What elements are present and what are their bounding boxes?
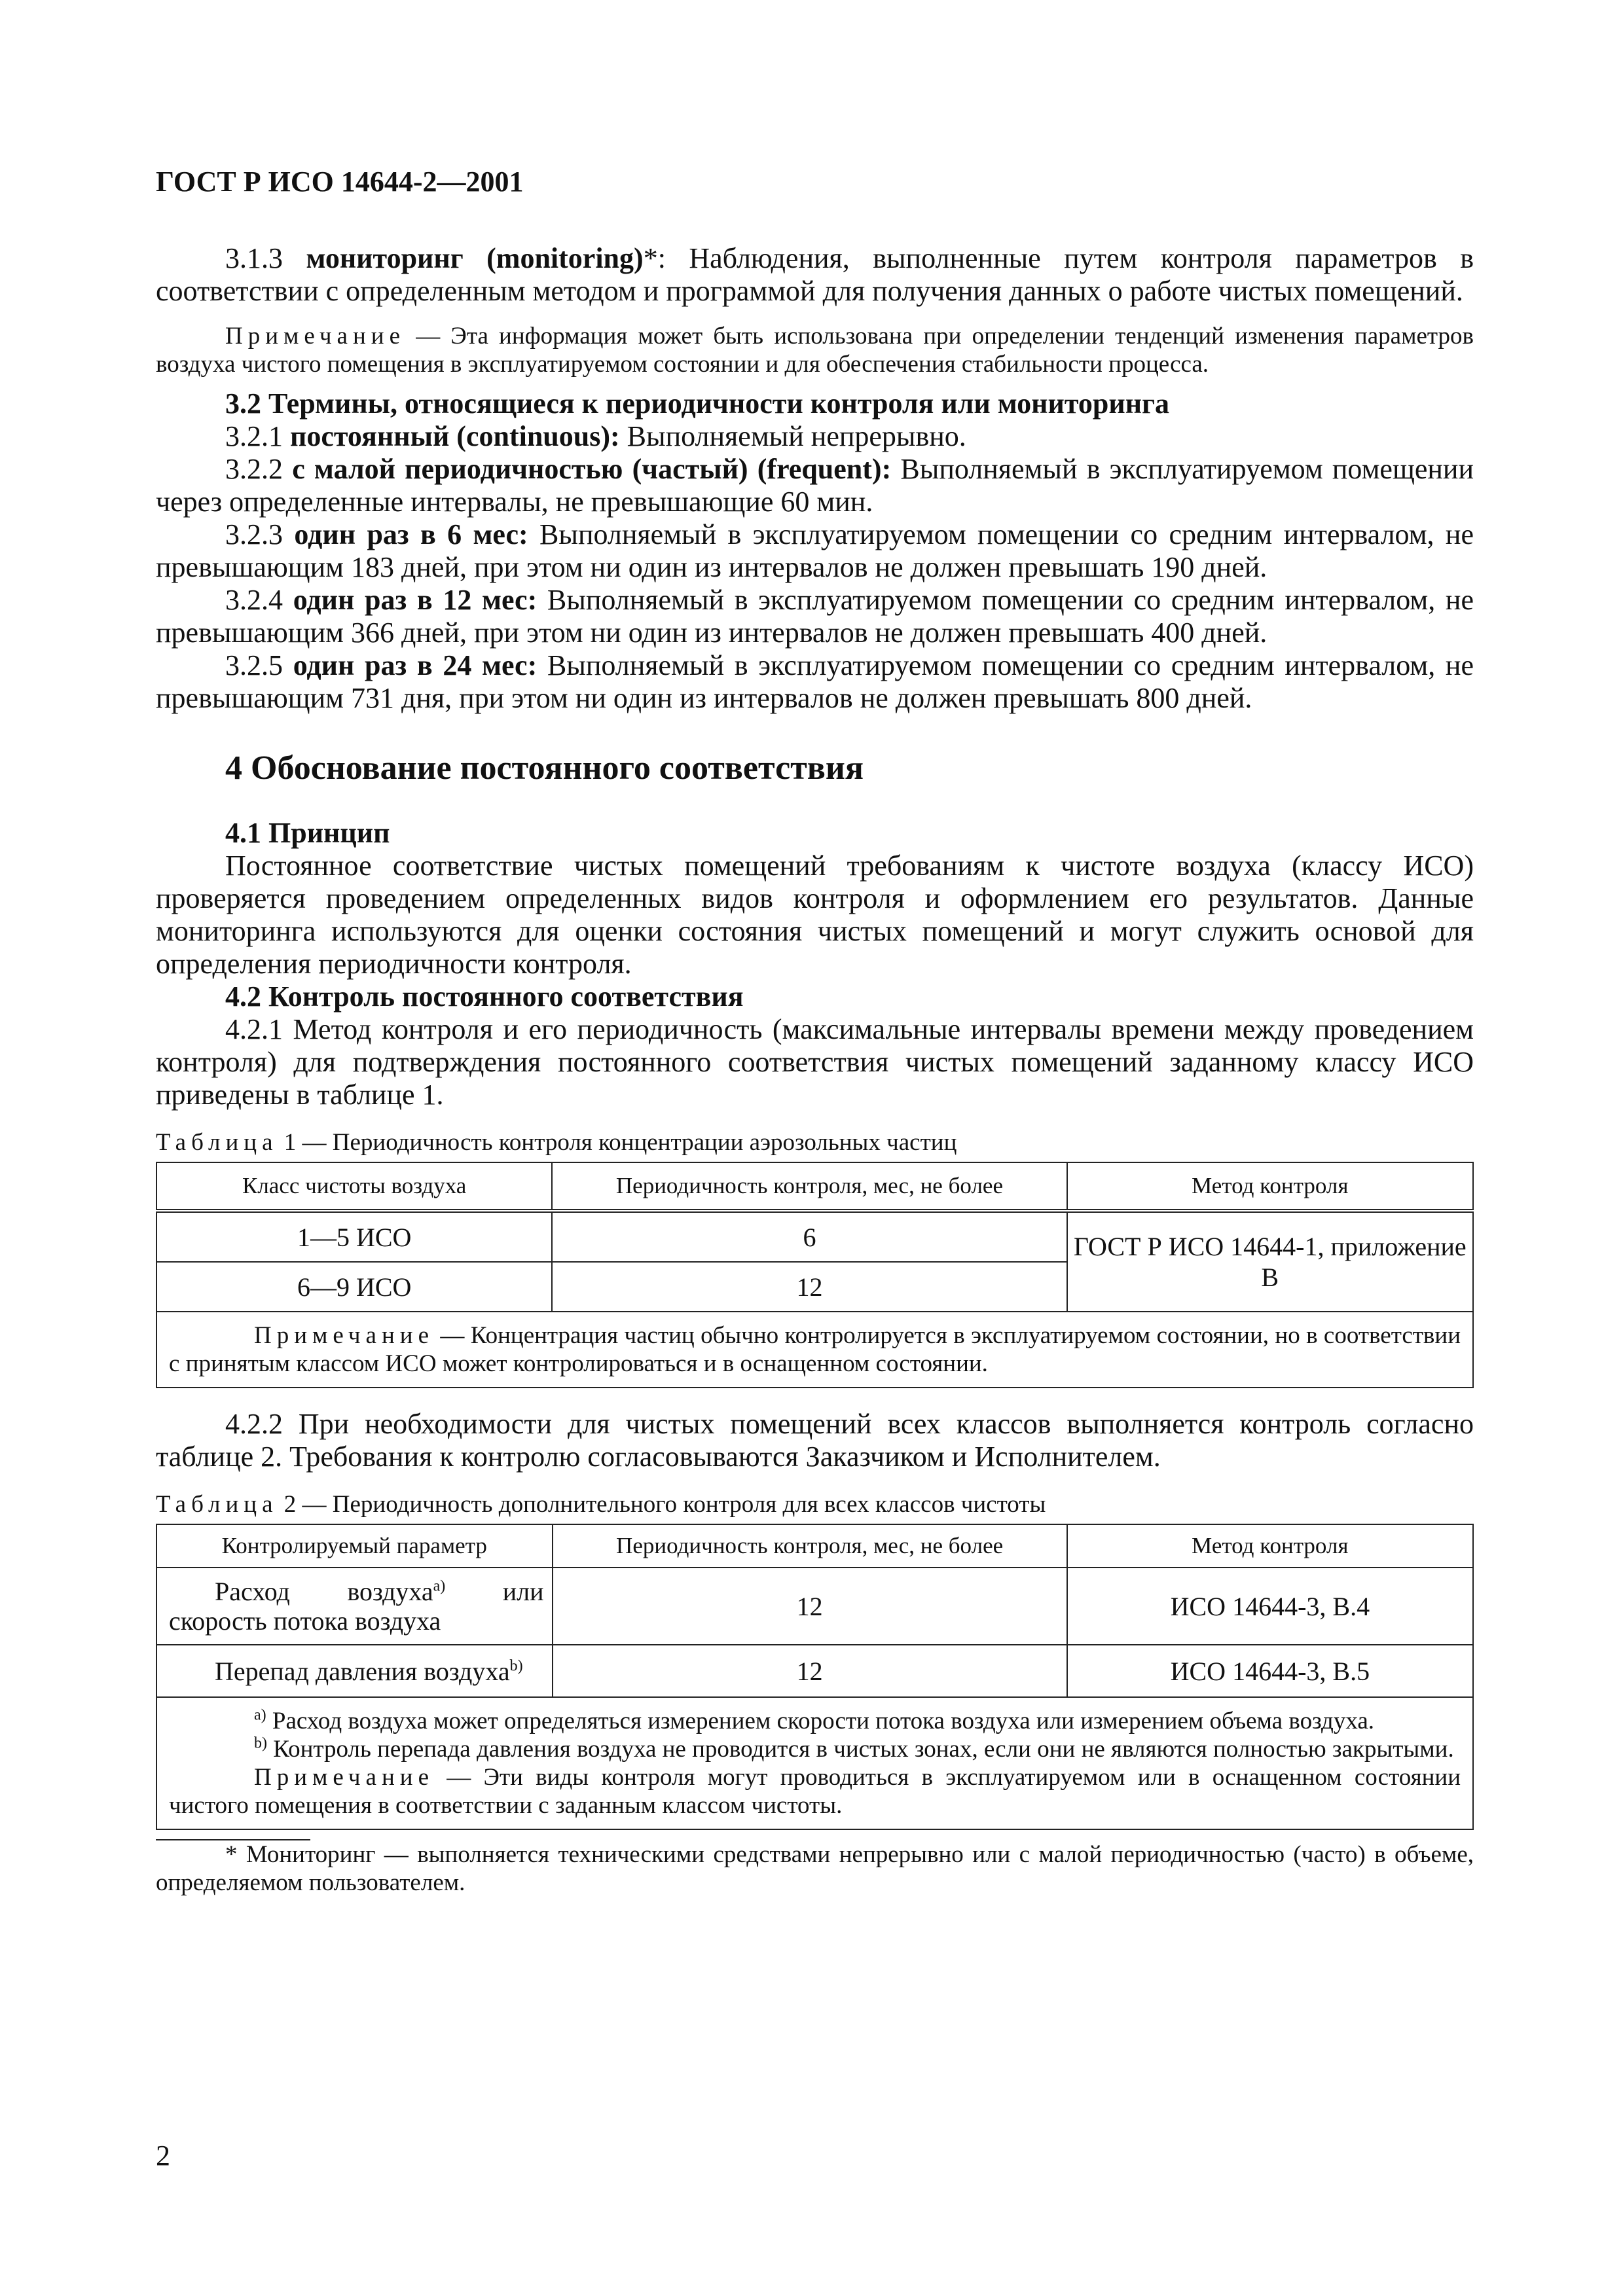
table-notes	[156, 1697, 1473, 1829]
column-header: Периодичность контроля, мес, не более	[552, 1162, 1067, 1211]
note-monitoring	[156, 322, 1474, 378]
column-header: Контролируемый параметр	[156, 1524, 553, 1568]
table-cell: ИСО 14644-3, В.5	[1067, 1645, 1473, 1697]
paragraph-3-2-5	[156, 649, 1474, 715]
table-note	[156, 1312, 1473, 1388]
column-header: Класс чистоты воздуха	[156, 1162, 552, 1211]
paragraph-4-2-2: 4.2.2 При необходимости для чистых помещений всех классов выполняется контроль согласно таблице 2. Требования к контролю согласовываются Заказчиком и Исполнителем.	[156, 1408, 1474, 1473]
definition: Выполняемый в эксплуатируемом помещении через определенные интервалы, не превышающие 60 мин.	[156, 453, 1474, 518]
column-header: Метод контроля	[1067, 1524, 1473, 1568]
paragraph-4-2-1: 4.2.1 Метод контроля и его периодичность (максимальные интервалы времени между проведением контроля) для подтверждения постоянного соответствия чистых помещений заданному классу ИСО приведены в таблице 1.	[156, 1013, 1474, 1111]
table-1	[156, 1162, 1474, 1388]
table-cell: 12	[552, 1262, 1067, 1312]
definition: Выполняемый непрерывно.	[619, 420, 966, 452]
heading-4-1: 4.1 Принцип	[225, 817, 390, 849]
table-header-row	[156, 1162, 1473, 1211]
table-cell: 12	[553, 1568, 1067, 1645]
column-header: Метод контроля	[1067, 1162, 1473, 1211]
document-header: ГОСТ Р ИСО 14644-2—2001	[156, 166, 524, 198]
table-cell: 12	[553, 1645, 1067, 1697]
clause-number: 3.2.4	[225, 584, 293, 616]
param-text: Перепад давления воздуха	[215, 1656, 510, 1686]
footnote-text: Контроль перепада давления воздуха не проводится в чистых зонах, если они не являются полностью закрытыми.	[267, 1736, 1454, 1763]
term: мониторинг (monitoring)	[306, 242, 644, 274]
table-caption-text: 2 — Периодичность дополнительного контроля для всех классов чистоты	[278, 1491, 1046, 1518]
page-number: 2	[156, 2140, 170, 2172]
footnote-text: Расход воздуха может определяться измерением скорости потока воздуха или измерением объема воздуха.	[266, 1708, 1375, 1734]
note-label: Примечание	[254, 1764, 434, 1791]
term: один раз в 24 мес:	[293, 649, 538, 681]
table-row	[156, 1568, 1473, 1645]
table-row	[156, 1211, 1473, 1262]
note-label: Примечание	[225, 323, 405, 350]
note-label: Примечание	[254, 1322, 434, 1349]
term: один раз в 12 мес:	[293, 584, 538, 616]
table-label: Таблица	[156, 1491, 278, 1518]
clause-number: 3.2.2	[225, 453, 293, 485]
param-text: Расход воздуха	[215, 1577, 433, 1606]
definition: Выполняемый в эксплуатируемом помещении со средним интервалом, не превышающим 183 дней, при этом ни один из интервалов не должен превышать 190 дней.	[156, 518, 1474, 583]
note-text: — Концентрация частиц обычно контролируется в эксплуатируемом состоянии, но в соответствии с принятым классом ИСО может контролироваться и в оснащенном состоянии.	[169, 1322, 1461, 1377]
table-note	[169, 1763, 1461, 1820]
clause-number: 3.1.3	[225, 242, 306, 274]
paragraph-3-2-2	[156, 453, 1474, 518]
table-cell: 6—9 ИСО	[156, 1262, 552, 1312]
table-caption-text: 1 — Периодичность контроля концентрации аэрозольных частиц	[278, 1129, 957, 1156]
paragraph-4-1: Постоянное соответствие чистых помещений требованиям к чистоте воздуха (классу ИСО) проверяется проведением определенных видов контроля и оформлением его результатов. Данные мониторинга используются для оценки состояния чистых помещений и могут служить основой для определения периодичности контроля.	[156, 850, 1474, 980]
note-text: — Эта информация может быть использована при определении тенденций изменения параметров воздуха чистого помещения в эксплуатируемом состоянии и для обеспечения стабильности процесса.	[156, 323, 1474, 378]
note-text: — Эти виды контроля могут проводиться в эксплуатируемом или в оснащенном состоянии чистого помещения в соответствии с заданным классом чистоты.	[169, 1764, 1461, 1819]
paragraph-3-2-3	[156, 518, 1474, 584]
table-cell: 1—5 ИСО	[156, 1211, 552, 1262]
table-row	[156, 1645, 1473, 1697]
column-header: Периодичность контроля, мес, не более	[553, 1524, 1067, 1568]
table-cell-param	[156, 1568, 553, 1645]
paragraph-3-2-4	[156, 584, 1474, 649]
footnote-mark: b)	[509, 1657, 523, 1675]
footnote-mark: а)	[254, 1706, 266, 1724]
table-cell: ИСО 14644-3, В.4	[1067, 1568, 1473, 1645]
term: один раз в 6 мес:	[294, 518, 528, 550]
clause-number: 3.2.5	[225, 649, 293, 681]
definition: *: Наблюдения, выполненные путем контроля параметров в соответствии с определенным методом и программой для получения данных о работе чистых помещений.	[156, 242, 1474, 307]
table-cell-method: ГОСТ Р ИСО 14644-1, приложение В	[1067, 1211, 1473, 1312]
table-footnote-a	[169, 1707, 1461, 1735]
table-note-row	[156, 1312, 1473, 1388]
table-cell: 6	[552, 1211, 1067, 1262]
heading-3-2: 3.2 Термины, относящиеся к периодичности контроля или мониторинга	[225, 387, 1170, 420]
paragraph-3-1-3	[156, 242, 1474, 308]
heading-4-2: 4.2 Контроль постоянного соответствия	[225, 980, 744, 1013]
table-2-caption	[156, 1490, 1474, 1518]
term: постоянный (continuous):	[290, 420, 620, 452]
heading-section-4: 4 Обоснование постоянного соответствия	[225, 749, 864, 787]
param-text: или скорость потока воздуха	[169, 1577, 544, 1636]
page-content	[156, 242, 1474, 1897]
footnote-mark: b)	[254, 1734, 267, 1752]
clause-number: 3.2.1	[225, 420, 290, 452]
table-cell-param	[156, 1645, 553, 1697]
table-footnote-b	[169, 1735, 1461, 1763]
term: с малой периодичностью (частый) (frequent):	[292, 453, 892, 485]
table-notes-row	[156, 1697, 1473, 1829]
page-footnote: * Мониторинг — выполняется техническими средствами непрерывно или с малой периодичностью (часто) в объеме, определяемом пользователем.	[156, 1841, 1474, 1896]
table-2	[156, 1524, 1474, 1830]
definition: Выполняемый в эксплуатируемом помещении со средним интервалом, не превышающим 731 дня, при этом ни один из интервалов не должен превышать 800 дней.	[156, 649, 1474, 714]
table-1-caption	[156, 1128, 1474, 1157]
paragraph-3-2-1	[156, 420, 1474, 453]
definition: Выполняемый в эксплуатируемом помещении со средним интервалом, не превышающим 366 дней, при этом ни один из интервалов не должен превышать 400 дней.	[156, 584, 1474, 649]
clause-number: 3.2.3	[225, 518, 295, 550]
footnote-mark: а)	[433, 1577, 446, 1595]
table-label: Таблица	[156, 1129, 278, 1156]
table-header-row	[156, 1524, 1473, 1568]
